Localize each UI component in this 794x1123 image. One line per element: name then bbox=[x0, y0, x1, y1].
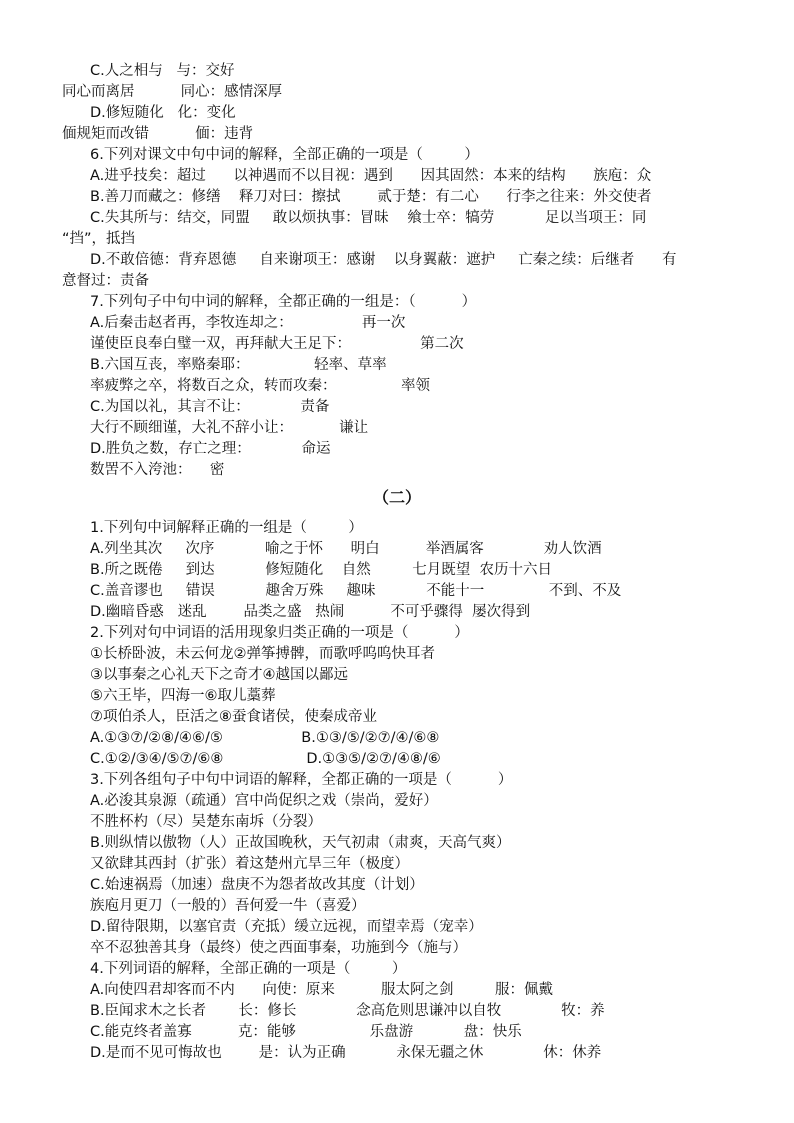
text-line: 偭规矩而改错 偭：违背 bbox=[62, 126, 254, 142]
text-line: 谨使臣良奉白璧一双，再拜献大王足下： 第二次 bbox=[90, 336, 464, 352]
text-line: A.向使四君却客而不内 向使：原来 服太阿之剑 服：佩戴 bbox=[90, 982, 553, 998]
text-line: D.修短随化 化：变化 bbox=[90, 105, 236, 121]
text-line: C.失其所与：结交，同盟 敢以烦执事：冒昧 飨士卒：犒劳 足以当项王：同 bbox=[90, 210, 647, 226]
text-line: 率疲弊之卒，将数百之众，转而攻秦： 率领 bbox=[90, 378, 431, 394]
text-line: B.所之既倦 到达 修短随化 自然 七月既望 农历十六日 bbox=[90, 562, 552, 578]
text-line: ⑦项伯杀人，臣活之⑧蚕食诸侯，使秦成帝业 bbox=[90, 709, 377, 725]
text-line: 不胜杯杓（尽）吴楚东南坼（分裂） bbox=[90, 814, 322, 830]
text-line: B.则纵情以傲物（人）正故国晚秋，天气初肃（肃爽，天高气爽） bbox=[90, 835, 511, 851]
section-heading: （二） bbox=[372, 488, 421, 507]
text-line: 同心而离居 同心：感情深厚 bbox=[62, 84, 283, 100]
text-line: A.进乎技矣：超过 以神遇而不以目视：遇到 因其固然：本来的结构 族庖：众 bbox=[90, 168, 652, 184]
text-line: C.人之相与 与：交好 bbox=[90, 63, 235, 79]
text-line: 大行不顾细谨，大礼不辞小让： 谦让 bbox=[90, 420, 369, 436]
text-line: D.留待限期，以塞官责（充抵）缓立远视，而望幸焉（宠幸） bbox=[90, 919, 483, 935]
text-line: 意督过：责备 bbox=[62, 273, 149, 289]
text-line: 数罟不入洿池： 密 bbox=[90, 462, 225, 478]
text-line: A.①③⑦/②⑧/④⑥/⑤ B.①③/⑤/②⑦/④/⑥⑧ bbox=[90, 730, 440, 746]
question-line: 7.下列句子中句中词的解释，全都正确的一组是：（ ） bbox=[90, 294, 477, 310]
text-line: B.臣闻求木之长者 长：修长 念高危则思谦冲以自牧 牧：养 bbox=[90, 1003, 605, 1019]
text-line: C.盖音谬也 错误 趣舍万殊 趣味 不能十一 不到、不及 bbox=[90, 583, 622, 599]
text-line: ①长桥卧波，未云何龙②弹筝搏髀，而歌呼呜呜快耳者 bbox=[90, 646, 435, 662]
question-line: 1.下列句中词解释正确的一组是（ ） bbox=[90, 520, 363, 536]
text-line: D.不敢倍德：背弃恩德 自来谢项王：感谢 以身翼蔽：遮护 亡秦之续：后继者 有 bbox=[90, 252, 677, 268]
text-line: C.为国以礼，其言不让： 责备 bbox=[90, 399, 330, 415]
text-line: D.幽暗昏惑 迷乱 品类之盛 热闹 不可乎骤得 屡次得到 bbox=[90, 604, 531, 620]
text-line: B.六国互丧，率赂秦耶： 轻率、草率 bbox=[90, 357, 387, 373]
text-line: C.始速祸焉（加速）盘庚不为怨者故改其度（计划） bbox=[90, 877, 424, 893]
question-line: 3.下列各组句子中句中词语的解释，全都正确的一项是（ ） bbox=[90, 772, 513, 788]
text-line: 族庖月更刀（一般的）吾何爱一牛（喜爱） bbox=[90, 898, 366, 914]
text-line: C.①②/③④/⑤⑦/⑥⑧ D.①③⑤/②⑦/④⑧/⑥ bbox=[90, 751, 441, 767]
text-line: C.能克终者盖寡 克：能够 乐盘游 盘：快乐 bbox=[90, 1024, 522, 1040]
question-line: 2.下列对句中词语的活用现象归类正确的一项是（ ） bbox=[90, 625, 469, 641]
question-line: 4.下列词语的解释，全部正确的一项是（ ） bbox=[90, 961, 407, 977]
text-line: D.是而不见可悔故也 是：认为正确 永保无疆之休 休：休养 bbox=[90, 1045, 602, 1061]
text-line: 又欲肆其西封（扩张）着这楚州亢旱三年（极度） bbox=[90, 856, 409, 872]
text-line: B.善刀而藏之：修缮 释刀对曰：擦拭 贰于楚：有二心 行李之往来：外交使者 bbox=[90, 189, 652, 205]
text-line: ⑤六王毕，四海一⑥取儿藁葬 bbox=[90, 688, 276, 704]
text-line: D.胜负之数，存亡之理： 命运 bbox=[90, 441, 331, 457]
text-line: ③以事秦之心礼天下之奇才④越国以鄙远 bbox=[90, 667, 348, 683]
text-line: 卒不忍独善其身（最终）使之西面事秦，功施到今（施与） bbox=[90, 940, 467, 956]
text-line: A.列坐其次 次序 喻之于怀 明白 举酒属客 劝人饮酒 bbox=[90, 541, 602, 557]
text-line: A.必浚其泉源（疏通）宫中尚促织之戏（崇尚，爱好） bbox=[90, 793, 438, 809]
text-line: A.后秦击赵者再，李牧连却之： 再一次 bbox=[90, 315, 406, 331]
question-line: 6.下列对课文中句中词的解释，全部正确的一项是（ ） bbox=[90, 147, 479, 163]
text-line: “挡”，抵挡 bbox=[62, 231, 136, 247]
